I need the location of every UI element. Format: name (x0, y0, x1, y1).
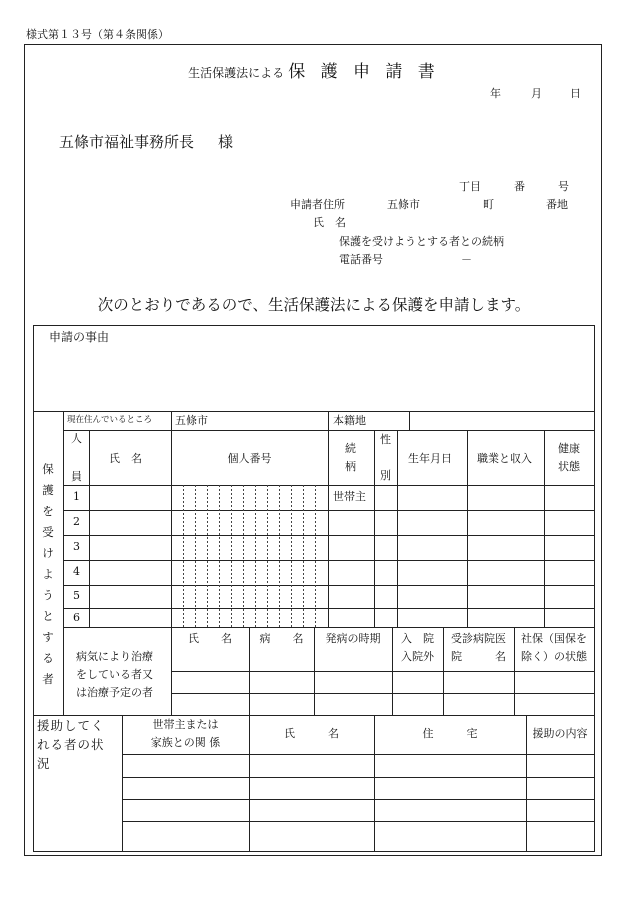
row-number-5: 5 (73, 589, 80, 602)
applicant-phone-label: 電話番号 (339, 253, 383, 266)
date-day: 日 (570, 87, 581, 100)
id-number-digit-boxes (184, 485, 316, 627)
applicant-name-label: 氏 名 (313, 216, 346, 229)
row-number-6: 6 (73, 611, 80, 624)
header-health-1: 健康 (558, 442, 580, 455)
applicant-relation-label: 保護を受けようとする者との続柄 (339, 235, 504, 248)
header-sex-1: 性 (380, 433, 391, 446)
household-side-label: 保護を受けようとする者 (42, 462, 54, 686)
registry-field[interactable] (410, 411, 594, 430)
support-col-address: 住 宅 (422, 727, 478, 740)
date-year: 年 (490, 87, 501, 100)
support-side-label-3: 況 (37, 756, 50, 771)
illness-col-insurance-2: 除く）の状態 (521, 650, 587, 663)
illness-col-hospital-1: 受診病院医 (451, 632, 506, 645)
row-number-2: 2 (73, 515, 80, 528)
header-birthdate: 生年月日 (408, 452, 452, 465)
support-col-name: 氏 名 (284, 727, 339, 740)
header-id-number: 個人番号 (227, 452, 272, 465)
illness-col-name: 氏 名 (188, 632, 232, 645)
support-side-label-1: 援助してく (37, 718, 105, 733)
applicant-banchi: 番地 (546, 198, 568, 211)
illness-col-disease: 病 名 (259, 632, 304, 645)
form-number: 様式第１３号（第４条関係） (26, 28, 169, 41)
reason-field[interactable] (33, 345, 594, 411)
header-person-2: 員 (71, 470, 82, 483)
address-ban: 番 (514, 180, 525, 193)
header-health-2: 状態 (558, 460, 580, 473)
addressee-name: 五條市福祉事務所長 (59, 133, 195, 151)
header-name: 氏 名 (109, 452, 142, 465)
current-residence-label: 現在住んでいるところ (67, 415, 153, 425)
address-chome: 丁目 (459, 180, 481, 193)
illness-col-inpatient-2: 入院外 (401, 650, 434, 663)
illness-col-insurance-1: 社保（国保を (521, 632, 587, 645)
header-job-income: 職業と収入 (477, 452, 532, 465)
current-residence-value: 五條市 (175, 414, 208, 427)
title-prefix: 生活保護法による (188, 66, 285, 80)
illness-col-inpatient-1: 入 院 (401, 632, 434, 645)
addressee-honorific: 様 (218, 133, 234, 151)
address-go: 号 (558, 180, 569, 193)
illness-side-label-1: 病気により治療 (76, 650, 153, 663)
applicant-phone-dash: － (461, 253, 472, 266)
illness-side-label-2: をしている者又 (76, 668, 153, 681)
applicant-machi: 町 (483, 198, 494, 211)
header-person-1: 人 (71, 432, 82, 445)
row-number-4: 4 (73, 565, 80, 578)
support-col-relation-1: 世帯主または (152, 718, 219, 731)
illness-col-onset: 発病の時期 (325, 632, 381, 645)
applicant-address-label: 申請者住所 (290, 198, 345, 211)
header-sex-2: 別 (380, 469, 391, 482)
support-col-relation-2: 家族との関 係 (150, 736, 221, 749)
header-relation-1: 続 (345, 442, 356, 455)
declaration: 次のとおりであるので、生活保護法による保護を申請します。 (97, 296, 531, 314)
illness-side-label-3: は治療予定の者 (76, 686, 153, 699)
applicant-city: 五條市 (387, 198, 420, 211)
date-month: 月 (531, 87, 542, 100)
illness-col-hospital-2: 院 名 (451, 650, 506, 663)
reason-label: 申請の事由 (49, 330, 110, 344)
head-of-household-label: 世帯主 (333, 490, 366, 503)
application-form (24, 44, 602, 856)
row-number-3: 3 (73, 540, 80, 553)
registry-label: 本籍地 (333, 414, 366, 427)
support-col-content: 援助の内容 (532, 727, 588, 740)
title-main: 保 護 申 請 書 (288, 62, 440, 82)
header-relation-2: 柄 (345, 460, 356, 473)
support-side-label-2: れる者の状 (37, 737, 105, 752)
row-number-1: 1 (73, 490, 80, 503)
